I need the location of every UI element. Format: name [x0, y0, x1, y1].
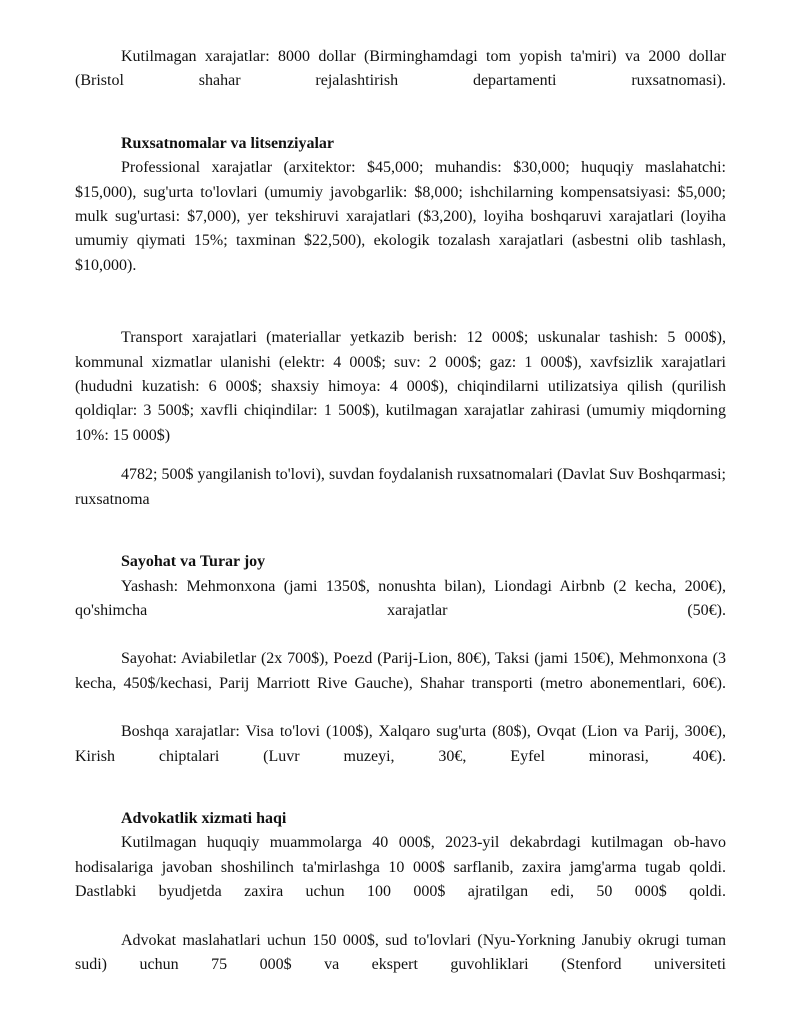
document-page	[75, 45, 726, 977]
paragraph-travel: Sayohat: Aviabiletlar (2x 700$), Poezd (Parij-Lion, 80€), Taksi (jami 150€), Mehmonxona (3 kecha, 450$/kechasi, Parij Marriott Rive Gauche), Shahar transporti (metro abonementlari, 60€).	[75, 650, 726, 692]
paragraph-accommodation: Yashash: Mehmonxona (jami 1350$, nonushta bilan), Liondagi Airbnb (2 kecha, 200€), qo'shimcha xarajatlar (50€).	[75, 577, 726, 619]
heading-legal-fees: Advokatlik xizmati haqi	[121, 809, 287, 827]
paragraph-transport-costs: Transport xarajatlari (materiallar yetkazib berish: 12 000$; uskunalar tashish: 5 000$), kommunal xizmatlar ulanishi (elektr: 4 000$; suv: 2 000$; gaz: 1 000$), xavfsizlik xarajatlari (hududni kuzatish: 6 000$; shaxsiy himoya: 4 000$), chiqindilarni utilizatsiya qilish (qurilish qoldiqlar: 3 500$; xavfli chiqindilar: 1 500$), kutilmagan xarajatlar zahirasi (umumiy miqdorning 10%: 15 000$)	[75, 329, 726, 444]
heading-permits-licenses: Ruxsatnomalar va litsenziyalar	[121, 134, 335, 152]
paragraph-legal-issues: Kutilmagan huquqiy muammolarga 40 000$, 2023-yil dekabrdagi kutilmagan ob-havo hodisalariga javoban shoshilinch ta'mirlashga 10 000$ sarflanib, zaxira jamg'arma tugab qoldi. Dastlabki byudjetda zaxira uchun 100 000$ ajratilgan edi, 50 000$ qoldi.	[75, 834, 726, 901]
heading-travel-accommodation: Sayohat va Turar joy	[121, 553, 266, 571]
paragraph-other-expenses: Boshqa xarajatlar: Visa to'lovi (100$), Xalqaro sug'urta (80$), Ovqat (Lion va Parij, 300€), Kirish chiptalari (Luvr muzeyi, 30€, Eyfel minorasi, 40€).	[75, 723, 726, 765]
paragraph-professional-costs: Professional xarajatlar (arxitektor: $45,000; muhandis: $30,000; huquqiy maslahatchi: $15,000), sug'urta to'lovlari (umumiy javobgarlik: $8,000; ishchilarning kompensatsiyasi: $5,000; mulk sug'urtasi: $7,000), yer tekshiruvi xarajatlari ($3,200), loyiha boshqaruvi xarajatlari (loyiha umumiy qiymati 15%; taxminan $22,500), ekologik tozalash xarajatlari (asbestni olib tashlash, $10,000).	[75, 159, 726, 274]
paragraph-water-permits: 4782; 500$ yangilanish to'lovi), suvdan foydalanish ruxsatnomalari (Davlat Suv Boshqarmasi; ruxsatnoma	[75, 466, 726, 508]
paragraph-attorney-fees: Advokat maslahatlari uchun 150 000$, sud to'lovlari (Nyu-Yorkning Janubiy okrugi tuman sudi) uchun 75 000$ va ekspert guvohliklari (Stenford universiteti	[75, 931, 726, 973]
paragraph-contingency: Kutilmagan xarajatlar: 8000 dollar (Birminghamdagi tom yopish ta'miri) va 2000 dollar (Bristol shahar rejalashtirish departamenti ruxsatnomasi).	[75, 48, 726, 90]
